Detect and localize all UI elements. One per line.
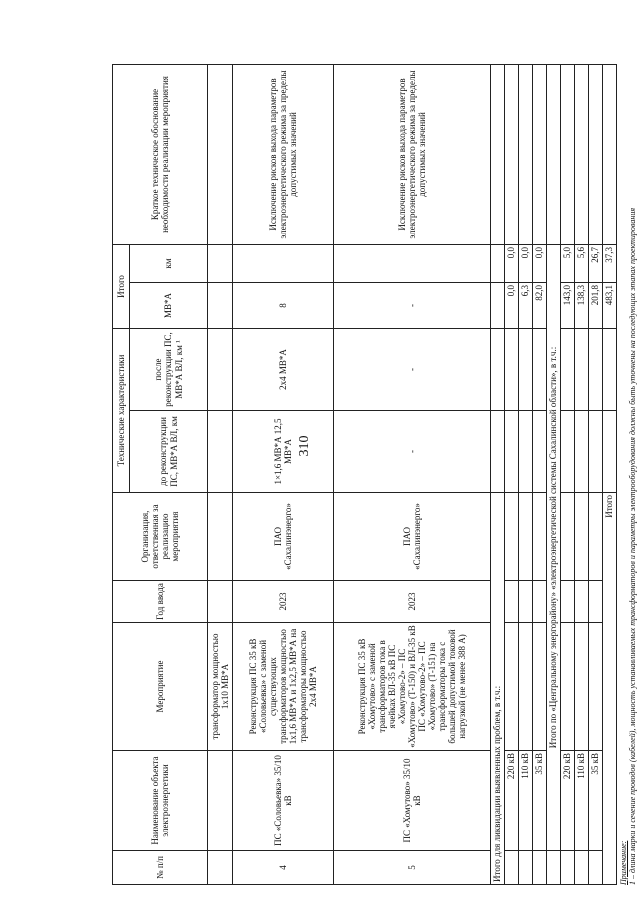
summary-mva: 138,3 (575, 282, 589, 328)
summary-mva: 201,8 (589, 282, 603, 328)
summary-row (575, 64, 589, 884)
footnote (619, 65, 637, 885)
table-row (334, 64, 491, 884)
summary-row (561, 64, 575, 884)
summary-km: 0,0 (519, 244, 533, 282)
footnote-text: 1 – длина марки и сечение проводов (кабелей), мощность устанавливаемых трансформаторов и параметры электрооборудования должны быть уточнены на последующих этапах проектирования (628, 207, 637, 885)
summary-row (533, 64, 547, 884)
summary-title-row (547, 64, 561, 884)
summary-title-row (491, 64, 505, 884)
header-tech-after: после реконструкции ПС, МВ*А ВЛ, км ¹ (130, 328, 208, 410)
header-tech-before: до реконструкции ПС, МВ*А ВЛ, км (130, 411, 208, 493)
summary-mva: 0,0 (505, 282, 519, 328)
justification-cell: Исключение рисков выхода параметров электроэнергетического режима за пределы допустимых значений (334, 64, 491, 244)
header-total-km: км (130, 244, 208, 282)
header-org: Организация, ответственная за реализацию мероприятия (113, 493, 208, 581)
grand-total-label: Итого (603, 493, 617, 885)
table-row (208, 64, 233, 884)
page-number: 310 (297, 435, 312, 457)
summary-label: 110 кВ (519, 751, 533, 851)
summary-km: 5,0 (561, 244, 575, 282)
summary-row (519, 64, 533, 884)
summary-km: 0,0 (533, 244, 547, 282)
grand-total-mva: 483,1 (603, 282, 617, 328)
year-cell: 2023 (233, 581, 334, 623)
footnote-title: Примечание: (619, 840, 628, 885)
object-cell: ПС «Соловьевка» 35/10 кВ (233, 751, 334, 851)
org-cell: ПАО «Сахалинэнерго» (233, 493, 334, 581)
km-cell (334, 244, 491, 282)
year-cell: 2023 (334, 581, 491, 623)
before-cell: 1×1,6 МВ*А 12,5 МВ*А (233, 411, 334, 493)
summary-mva: 6,3 (519, 282, 533, 328)
summary-mva: 82,0 (533, 282, 547, 328)
summary-km: 0,0 (505, 244, 519, 282)
summary-mva: 143,0 (561, 282, 575, 328)
document-sheet (112, 65, 637, 885)
summary2-title: Итого по «Центральному энергорайону» «электроэнергетической системы Сахалинской области», в т.ч.: (547, 244, 561, 850)
measure-cell: Реконструкция ПС 35 кВ «Хомутово» с заменой трансформаторов тока в ячейках ВЛ-35 кВ ПС «Хомутово-2» – ПС «Хомутово» (Т-150) и ВЛ-35 кВ ПС «Хомутово-2» – ПС «Хомутово» (Т-151) на трансформаторы тока с большей допустимой токовой нагрузкой (не менее 388 А) (334, 623, 491, 751)
summary-km: 5,6 (575, 244, 589, 282)
grand-total-km: 37,3 (603, 244, 617, 282)
mva-cell: 8 (233, 282, 334, 328)
summary-label: 35 кВ (589, 751, 603, 851)
km-cell (233, 244, 334, 282)
after-cell: - (334, 328, 491, 410)
summary-row (505, 64, 519, 884)
header-total-mva: МВ*А (130, 282, 208, 328)
header-tech: Технические характеристики (113, 328, 130, 492)
header-justification: Краткое техническое обоснование необходимости реализации мероприятия (113, 64, 208, 244)
header-object: Наименование объекта электроэнергетики (113, 751, 208, 851)
org-cell: ПАО «Сахалинэнерго» (334, 493, 491, 581)
summary-label: 35 кВ (533, 751, 547, 851)
summary-row (589, 64, 603, 884)
grand-total-row (603, 64, 617, 884)
header-total: Итого (113, 244, 130, 328)
summary-label: 220 кВ (561, 751, 575, 851)
justification-cell: Исключение рисков выхода параметров электроэнергетического режима за пределы допустимых значений (233, 64, 334, 244)
after-cell: 2х4 МВ*А (233, 328, 334, 410)
header-year: Год ввода (113, 581, 208, 623)
measure-cell: Реконструкция ПС 35 кВ «Соловьевка» с заменой существующих трансформаторов мощностью 1х1,6 МВ*А и 1х2,5 МВ*А на трансформаторы мощностью 2х4 МВ*А (233, 623, 334, 751)
measure-cell: трансформатор мощностью 1х10 МВ*А (208, 623, 233, 751)
summary-label: 110 кВ (575, 751, 589, 851)
header-num: № п/п (113, 851, 208, 885)
summary-km: 26,7 (589, 244, 603, 282)
investment-table (112, 64, 617, 885)
summary-label: 220 кВ (505, 751, 519, 851)
object-cell: ПС «Хомутово» 35/10 кВ (334, 751, 491, 851)
table-row (233, 64, 334, 884)
before-cell: - (334, 411, 491, 493)
mva-cell: - (334, 282, 491, 328)
summary1-title: Итого для ликвидации выявленных проблем, в т.ч.: (491, 493, 505, 885)
row-num: 5 (334, 851, 491, 885)
header-measure: Мероприятие (113, 623, 208, 751)
row-num: 4 (233, 851, 334, 885)
